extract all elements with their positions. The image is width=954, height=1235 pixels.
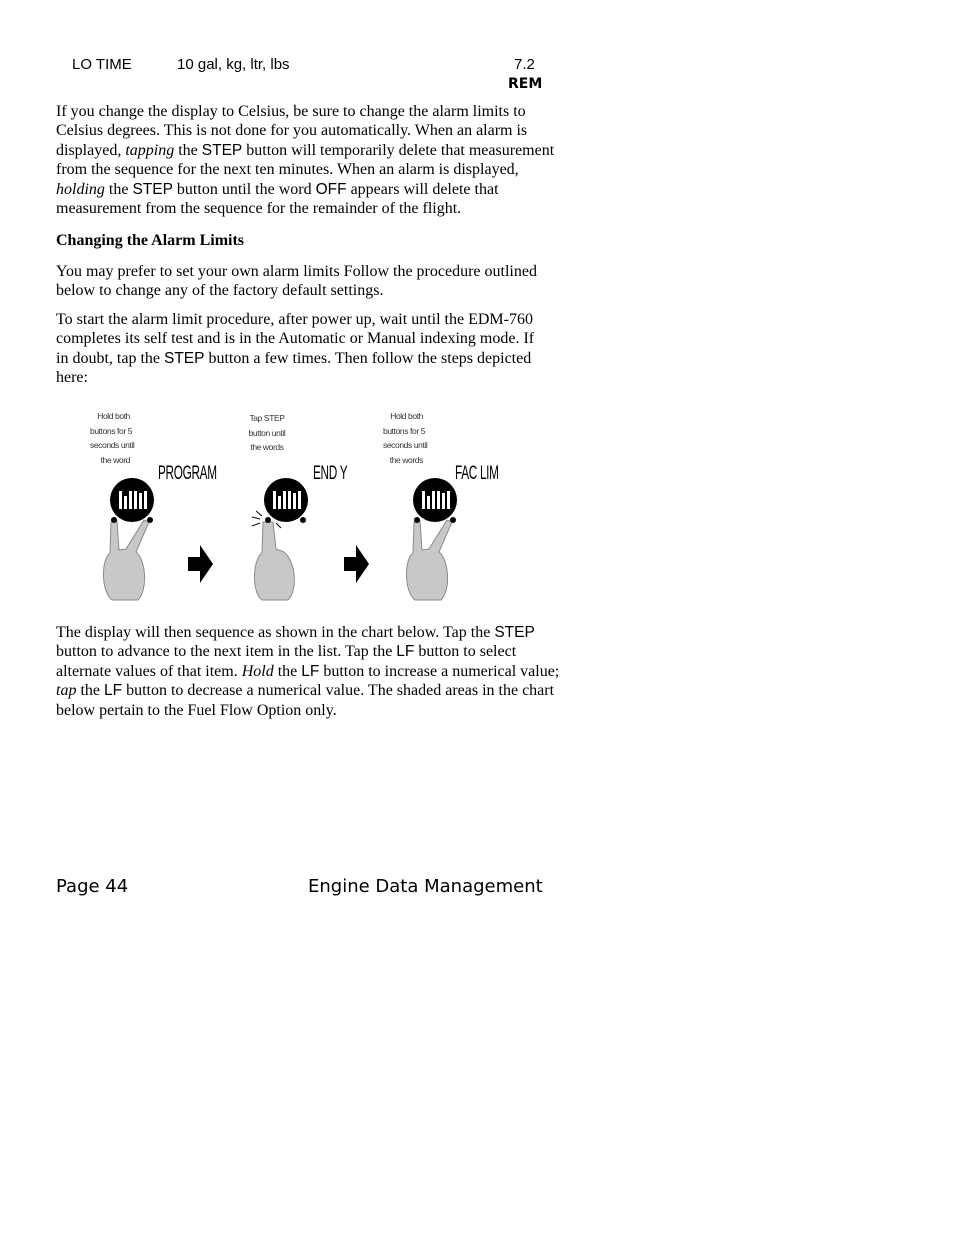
section-heading: Changing the Alarm Limits xyxy=(56,232,245,249)
step2-display-icon xyxy=(264,478,308,522)
footer-title: Engine Data Management xyxy=(308,876,543,897)
paragraph-celsius-alarm: If you change the display to Celsius, be sure to change the alarm limits to Celsius degrees. This is not done for you automatically. When an alarm is displayed, tapping the STEP button will temporarily delete that measurement from the sequence for the next ten minutes. When an alarm is displayed, holding the STEP button until the word OFF appears will delete that measurement from the sequence for the remainder of the flight. xyxy=(56,103,555,218)
step1-two-finger-hand-icon xyxy=(103,517,153,600)
footer-page-number: Page 44 xyxy=(56,876,129,897)
step2-instruction: Tap STEP button until the words xyxy=(248,413,286,452)
arrow-right-icon xyxy=(344,545,369,583)
step3-display-icon xyxy=(413,478,457,522)
step3-instruction: Hold both buttons for 5 seconds until the words xyxy=(383,411,428,465)
paragraph-start-procedure: To start the alarm limit procedure, after power up, wait until the EDM-760 completes its self test and is in the Automatic or Manual indexing mode. If in doubt, tap the STEP button a few times. Then follow the steps depicted here: xyxy=(56,311,535,387)
step1-display-word: PROGRAM xyxy=(158,463,217,484)
header-item-label: LO TIME xyxy=(72,56,132,73)
step2-display-word: END Y xyxy=(313,463,348,484)
paragraph-display-sequence: The display will then sequence as shown in the chart below. Tap the STEP button to advance to the next item in the list. Tap the LF button to select alternate values of that item. Hold the LF button to increase a numerical value; tap the LF button to decrease a numerical value. The shaded areas in the chart below pertain to the Fuel Flow Option only. xyxy=(56,624,560,719)
header-units: 10 gal, kg, ltr, lbs xyxy=(177,56,290,73)
paragraph-own-limits: You may prefer to set your own alarm limits Follow the procedure outlined below to change any of the factory default settings. xyxy=(56,263,537,300)
step2-one-finger-hand-icon xyxy=(252,511,306,600)
arrow-right-icon xyxy=(188,545,213,583)
header-value: 7.2 xyxy=(514,56,535,73)
step1-display-icon xyxy=(110,478,154,522)
step1-instruction: Hold both buttons for 5 seconds until the word xyxy=(90,411,135,465)
header-value-unit: REM xyxy=(508,76,543,92)
step3-two-finger-hand-icon xyxy=(406,517,456,600)
step3-display-word: FAC LIM xyxy=(455,463,499,484)
